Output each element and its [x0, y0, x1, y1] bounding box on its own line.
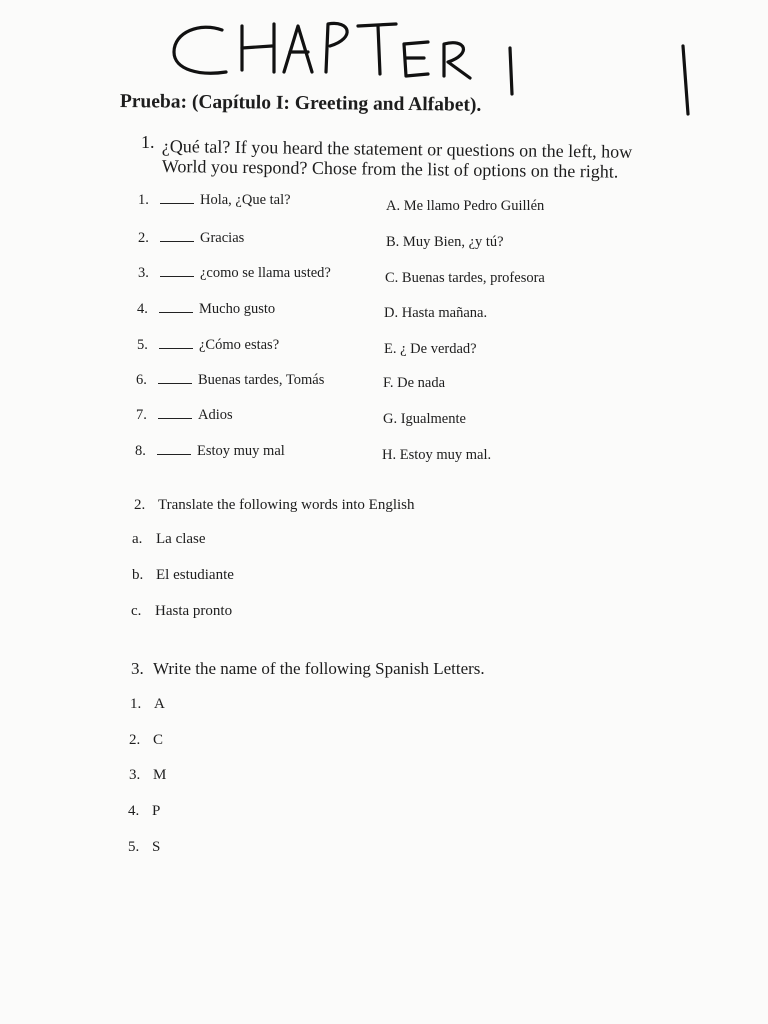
- item-number: 6.: [136, 372, 147, 388]
- list-item: [138, 230, 244, 247]
- scan-edge-marks: [0, 250, 4, 330]
- page-title: Prueba: (Capítulo I: Greeting and Alfabet).: [119, 91, 482, 116]
- answer-blank[interactable]: [160, 231, 194, 242]
- item-number: 3.: [138, 265, 149, 281]
- item-number: 1.: [138, 192, 149, 208]
- section3-heading: Write the name of the following Spanish Letters.: [153, 659, 485, 678]
- list-item: [136, 407, 233, 424]
- section1-number: 1.: [141, 132, 155, 152]
- option-c: C. Buenas tardes, profesora: [385, 270, 545, 286]
- answer-blank[interactable]: [159, 338, 193, 349]
- letter: A: [154, 696, 165, 712]
- item-text: Buenas tardes, Tomás: [198, 372, 325, 388]
- section2-heading: Translate the following words into English: [158, 497, 415, 513]
- section3-number: 3.: [131, 659, 144, 678]
- option-e: E. ¿ De verdad?: [384, 341, 477, 357]
- letter-item: [130, 696, 165, 713]
- item-number: 3.: [129, 767, 141, 783]
- letter-item: [129, 732, 163, 749]
- item-label: b.: [132, 567, 144, 583]
- list-item: [135, 443, 285, 460]
- item-number: 4.: [128, 803, 140, 819]
- letter: C: [153, 732, 164, 748]
- item-text: Mucho gusto: [199, 301, 276, 317]
- option-b: B. Muy Bien, ¿y tú?: [386, 234, 504, 250]
- item-text: Hola, ¿Que tal?: [200, 192, 291, 208]
- answer-blank[interactable]: [157, 444, 191, 455]
- list-item: [138, 192, 291, 209]
- item-text: Estoy muy mal: [197, 443, 285, 459]
- item-text: La clase: [156, 531, 206, 547]
- item-label: a.: [132, 531, 143, 547]
- answer-blank[interactable]: [160, 193, 194, 204]
- item-text: El estudiante: [156, 567, 234, 583]
- item-number: 1.: [130, 696, 142, 712]
- item-number: 4.: [137, 301, 148, 317]
- item-text: ¿como se llama usted?: [200, 265, 331, 281]
- section3-heading-row: [131, 659, 485, 679]
- option-a: A. Me llamo Pedro Guillén: [386, 198, 545, 214]
- answer-blank[interactable]: [160, 266, 194, 277]
- list-item: [136, 372, 324, 389]
- translate-item: [132, 567, 234, 584]
- list-item: [137, 337, 279, 354]
- answer-blank[interactable]: [158, 408, 192, 419]
- answer-blank[interactable]: [159, 302, 193, 313]
- item-text: Adios: [198, 407, 233, 423]
- item-text: ¿Cómo estas?: [199, 337, 280, 353]
- option-h: H. Estoy muy mal.: [382, 447, 492, 463]
- translate-item: [132, 531, 206, 548]
- letter-item: [128, 839, 160, 856]
- letter: P: [152, 803, 161, 819]
- item-number: 2.: [138, 230, 149, 246]
- item-text: Hasta pronto: [155, 603, 233, 619]
- section1-instruction-line1: ¿Qué tal? If you heard the statement or questions on the left, how: [161, 136, 633, 162]
- item-label: c.: [131, 603, 142, 619]
- letter-item: [129, 767, 166, 784]
- item-number: 2.: [129, 732, 141, 748]
- option-f: F. De nada: [383, 375, 446, 391]
- item-number: 7.: [136, 407, 147, 423]
- section2-heading-row: [134, 497, 415, 514]
- section2-number: 2.: [134, 497, 146, 513]
- option-g: G. Igualmente: [383, 411, 466, 427]
- item-text: Gracias: [200, 230, 245, 246]
- answer-blank[interactable]: [158, 373, 192, 384]
- item-number: 8.: [135, 443, 146, 459]
- list-item: [137, 301, 275, 318]
- item-number: 5.: [137, 337, 148, 353]
- translate-item: [131, 603, 232, 620]
- option-d: D. Hasta mañana.: [384, 305, 488, 321]
- letter-item: [128, 803, 160, 820]
- letter: M: [153, 767, 167, 783]
- section1-instruction-line2: World you respond? Chose from the list of options on the right.: [161, 156, 619, 182]
- item-number: 5.: [128, 839, 140, 855]
- list-item: [138, 265, 331, 282]
- letter: S: [152, 839, 161, 855]
